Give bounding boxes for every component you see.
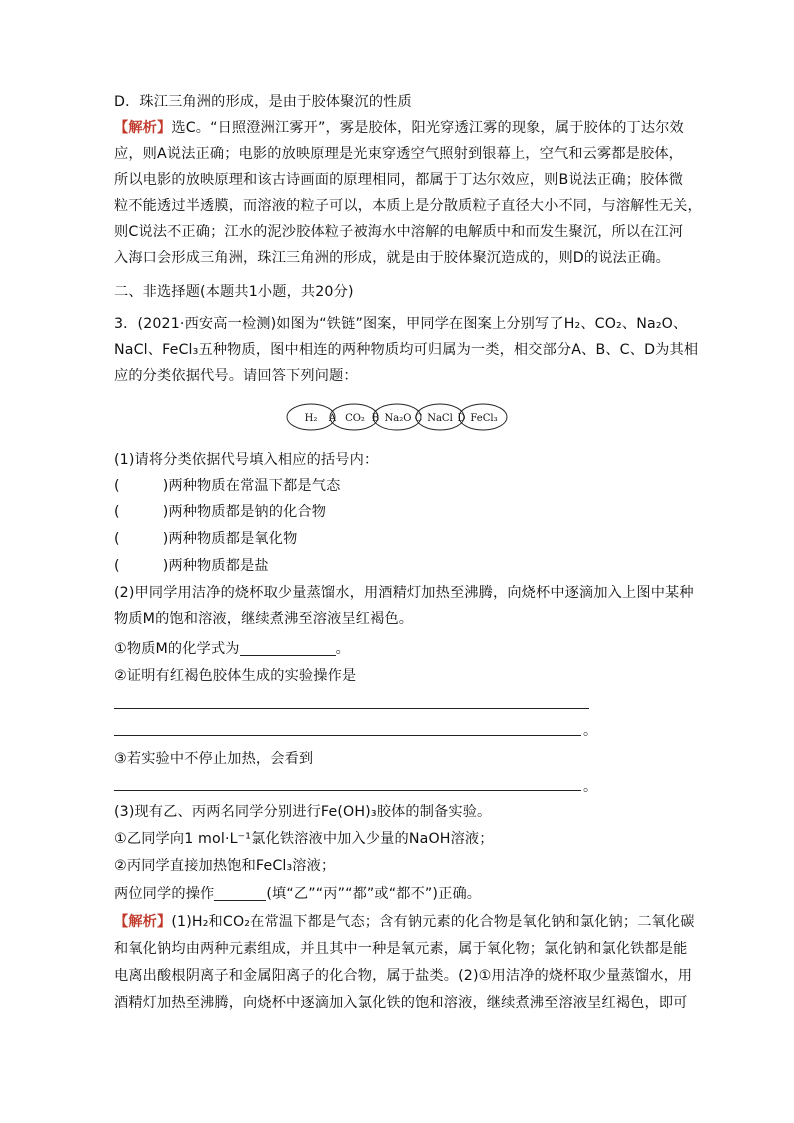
chain-label-co2: CO₂ bbox=[345, 413, 365, 424]
part-2-line-2: 物质M的饱和溶液，继续煮沸至溶液呈红褐色。 bbox=[114, 611, 414, 627]
question-3-line-2: NaCl、FeCl₃五种物质，图中相连的两种物质均可归属为一类，相交部分A、B、C、D为其相 bbox=[114, 342, 699, 358]
analysis-line-6: 入海口会形成三角洲，珠江三角洲的形成，就是由于胶体聚沉造成的，则D的说法正确。 bbox=[114, 250, 670, 266]
analysis2-label: 【解析】 bbox=[114, 914, 172, 930]
answer-blank-formula[interactable] bbox=[240, 641, 336, 656]
analysis2-line-4: 酒精灯加热至沸腾，向烧杯中逐滴加入氯化铁的饱和溶液，继续煮沸至溶液呈红褐色，即可 bbox=[114, 995, 688, 1011]
part-3-line-1: (3)现有乙、丙两名同学分别进行Fe(OH)₃胶体的制备实验。 bbox=[114, 804, 492, 820]
chain-label-h2: H₂ bbox=[304, 413, 318, 424]
part-2-q1: ①物质M的化学式为 。 bbox=[114, 641, 350, 657]
chain-code-c: C bbox=[414, 413, 423, 424]
part-1-item-4: ( )两种物质都是盐 bbox=[114, 558, 269, 574]
section-heading: 二、非选择题(本题共1小题，共20分) bbox=[114, 284, 354, 300]
part-2-q3: ③若实验中不停止加热，会看到 bbox=[114, 751, 314, 767]
answer-line-3-period: 。 bbox=[583, 779, 597, 795]
part-1-item-1: ( )两种物质在常温下都是气态 bbox=[114, 478, 341, 494]
analysis-line-2: 应，则A说法正确；电影的放映原理是光束穿透空气照射到银幕上，空气和云雾都是胶体， bbox=[114, 146, 684, 162]
answer-line-3[interactable] bbox=[114, 790, 581, 791]
question-3-line-1: 3．(2021·西安高一检测)如图为“铁链”图案，甲同学在图案上分别写了H₂、CO₂、Na₂O、 bbox=[114, 316, 688, 332]
analysis-line-4: 粒不能透过半透膜，而溶液的粒子可以，本质上是分散质粒子直径大小不同，与溶解性无关， bbox=[114, 198, 702, 214]
iron-chain-diagram bbox=[286, 402, 508, 432]
analysis-line-1: 【解析】选C。“日照澄洲江雾开”，雾是胶体，阳光穿透江雾的现象，属于胶体的丁达尔效 bbox=[114, 120, 684, 136]
analysis2-line-2: 和氧化钠均由两种元素组成，并且其中一种是氧元素，属于氧化物；氯化钠和氯化铁都是能 bbox=[114, 941, 688, 957]
chain-code-b: B bbox=[371, 413, 380, 424]
question-3-line-3: 应的分类依据代号。请回答下列问题： bbox=[114, 368, 358, 384]
chain-code-d: D bbox=[457, 413, 466, 424]
part-2-q2: ②证明有红褐色胶体生成的实验操作是 bbox=[114, 668, 357, 684]
part-1-prompt: (1)请将分类依据代号填入相应的括号内： bbox=[114, 452, 379, 468]
part-1-item-3: ( )两种物质都是氧化物 bbox=[114, 531, 298, 547]
part-3-line-3: ②丙同学直接加热饱和FeCl₃溶液； bbox=[114, 858, 336, 874]
chain-label-na2o: Na₂O bbox=[384, 413, 412, 424]
analysis2-line-3: 电离出酸根阴离子和金属阳离子的化合物，属于盐类。(2)①用洁净的烧杯取少量蒸馏水，用 bbox=[114, 968, 693, 984]
answer-line-1[interactable] bbox=[114, 708, 589, 709]
option-d: D．珠江三角洲的形成，是由于胶体聚沉的性质 bbox=[114, 94, 412, 110]
analysis-line-3: 所以电影的放映原理和该古诗画面的原理相同，都属于丁达尔效应，则B说法正确；胶体微 bbox=[114, 172, 684, 188]
chain-code-a: A bbox=[328, 413, 337, 424]
analysis-label: 【解析】 bbox=[114, 120, 172, 136]
chain-label-fecl3: FeCl₃ bbox=[470, 413, 498, 424]
analysis2-line-1: 【解析】(1)H₂和CO₂在常温下都是气态；含有钠元素的化合物是氧化钠和氯化钠；二氧化碳 bbox=[114, 914, 695, 930]
part-3-line-4: 两位同学的操作 (填“乙”“丙”“都”或“都不”)正确。 bbox=[114, 886, 482, 902]
part-2-line-1: (2)甲同学用洁净的烧杯取少量蒸馏水，用酒精灯加热至沸腾，向烧杯中逐滴加入上图中某种 bbox=[114, 585, 694, 601]
chain-label-nacl: NaCl bbox=[427, 413, 453, 424]
analysis-line-5: 则C说法不正确；江水的泥沙胶体粒子被海水中溶解的电解质中和而发生聚沉，所以在江河 bbox=[114, 224, 684, 240]
answer-line-2[interactable] bbox=[114, 735, 581, 736]
answer-blank-who[interactable] bbox=[214, 886, 266, 901]
answer-line-2-period: 。 bbox=[583, 723, 597, 739]
part-1-item-2: ( )两种物质都是钠的化合物 bbox=[114, 504, 327, 520]
part-3-line-2: ①乙同学向1 mol·L⁻¹氯化铁溶液中加入少量的NaOH溶液； bbox=[114, 831, 494, 847]
